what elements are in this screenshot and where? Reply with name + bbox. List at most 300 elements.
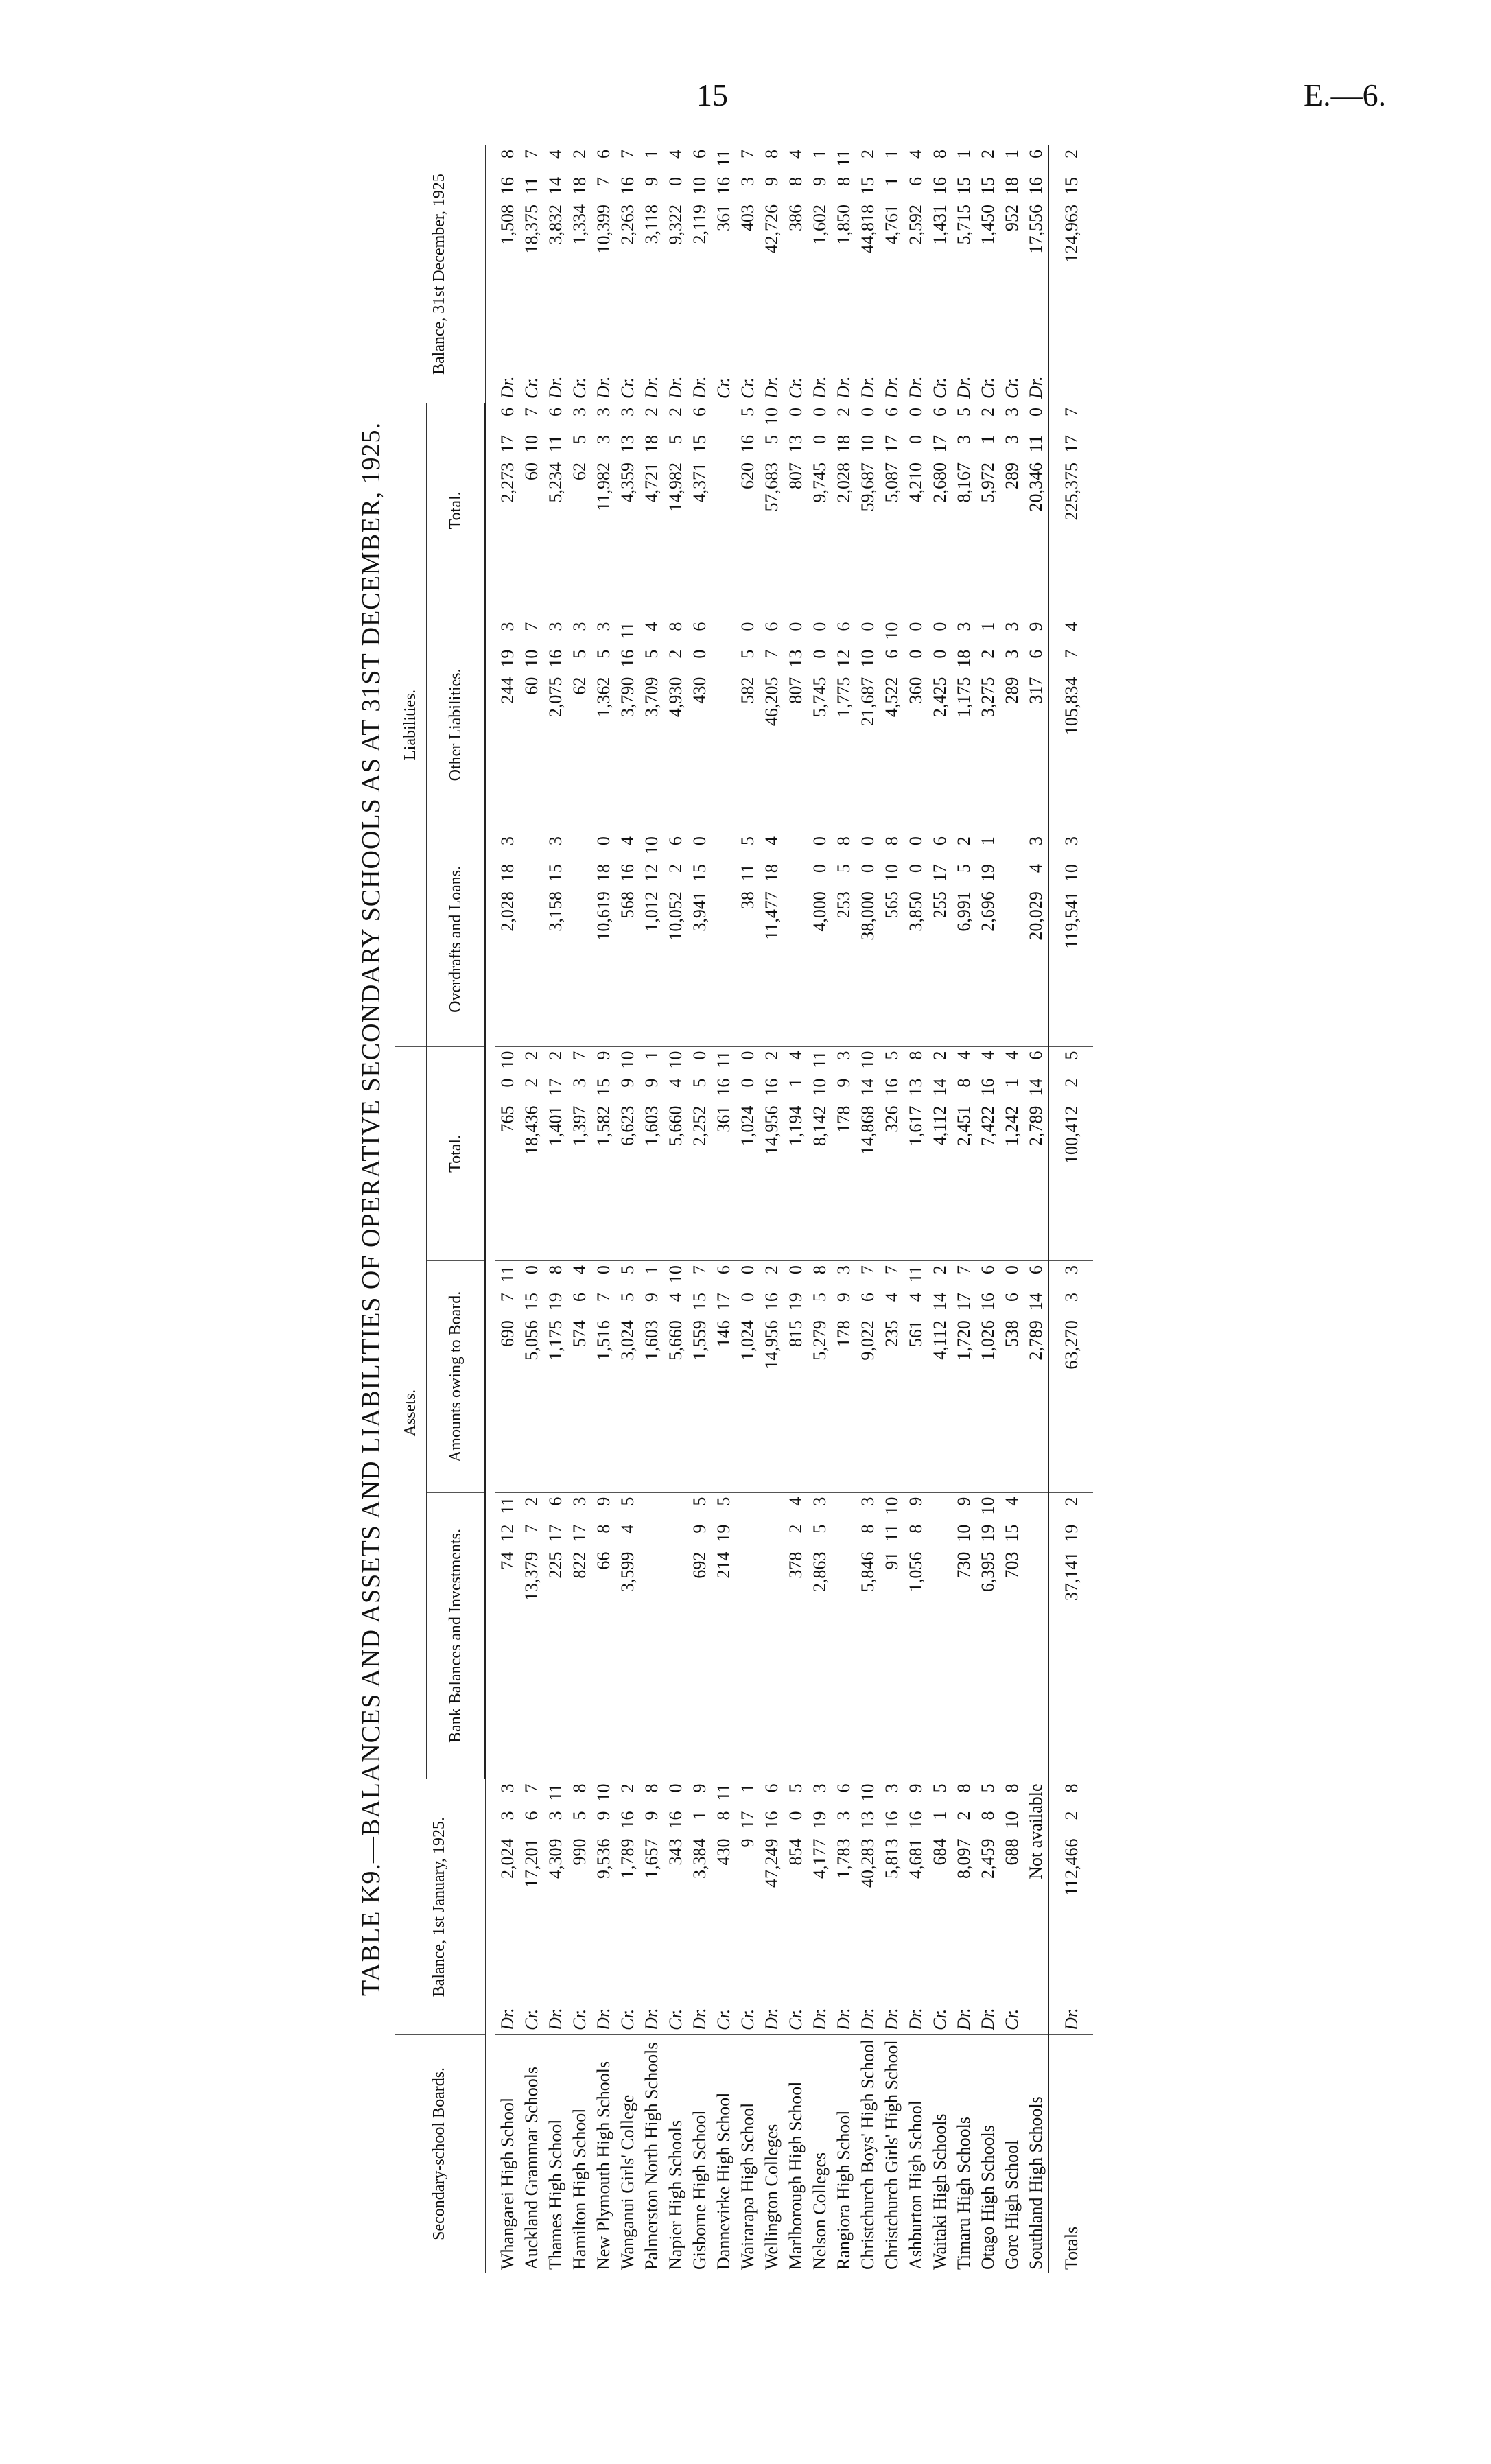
table-row <box>591 145 615 2273</box>
cell-b2c: Cr. <box>570 377 589 399</box>
cell-at: 18,43622 <box>519 1046 543 1261</box>
cell-od: 3,85000 <box>904 832 928 1047</box>
cell-b2: 3,832144 <box>545 150 565 245</box>
cell-lt: 5,97212 <box>976 403 1000 618</box>
cell-bank <box>832 1492 856 1779</box>
cell-b1: 99058 <box>567 1779 591 1993</box>
table-row <box>1024 145 1048 2273</box>
cell-b2c: Cr. <box>978 377 998 399</box>
cell-b1: 4,681169 <box>904 1779 928 1993</box>
cell-at: 2,45184 <box>952 1046 976 1261</box>
cell-b1c: Cr. <box>570 2008 589 2030</box>
cell-od: 2,696191 <box>976 832 1000 1047</box>
col-header-balance-jan: Balance, 1st January, 1925. <box>395 1779 485 2034</box>
cell-od: 255176 <box>928 832 952 1047</box>
cell-lt: 5,087176 <box>880 403 904 618</box>
cell-b1c: Dr. <box>594 2008 613 2030</box>
cell-b1: Not available <box>1024 1779 1048 1993</box>
cell-b1: 688108 <box>1000 1779 1024 1993</box>
cell-od: 10,619180 <box>591 832 615 1047</box>
cell-b2c: Dr. <box>690 376 709 399</box>
cell-owe: 4,112142 <box>928 1261 952 1492</box>
document-code: E.—6. <box>1304 78 1387 113</box>
cell-lt: 9,74500 <box>808 403 832 618</box>
cell-b1c: Cr. <box>521 2008 541 2030</box>
cell-b2: 4,76111 <box>882 150 902 245</box>
cell-ol: 2,42500 <box>928 618 952 832</box>
table-row <box>519 145 543 2273</box>
cell-owe: 815190 <box>784 1261 808 1492</box>
cell-ol: 4,93028 <box>664 618 688 832</box>
cell-ol: 58250 <box>736 618 760 832</box>
cell-od: 4,00000 <box>808 832 832 1047</box>
cell-at: 5,660410 <box>664 1046 688 1261</box>
cell-b1c: Dr. <box>642 2008 661 2030</box>
table-row <box>712 145 736 2273</box>
cell-od: 38115 <box>736 832 760 1047</box>
cell-b1: 1,789162 <box>615 1779 639 1993</box>
cell-at: 14,8681410 <box>856 1046 880 1261</box>
cell-at: 1,401172 <box>543 1046 567 1261</box>
table-row <box>639 145 664 2273</box>
cell-ol: 46,20576 <box>760 618 784 832</box>
cell-owe: 1,175198 <box>543 1261 567 1492</box>
table-row <box>856 145 880 2273</box>
cell-ol: 1,175183 <box>952 618 976 832</box>
board-name: Christchurch Girls' High School <box>880 2034 904 2273</box>
cell-owe: 1,02400 <box>736 1261 760 1492</box>
cell-b2c: Dr. <box>497 376 517 399</box>
cell-bank: 2,86353 <box>808 1492 832 1779</box>
cell-lt: 4,21000 <box>904 403 928 618</box>
board-name: Gore High School <box>1000 2034 1024 2273</box>
cell-b2c: Dr. <box>666 376 685 399</box>
cell-b2: 17,556166 <box>1026 150 1046 254</box>
cell-od: 2,028183 <box>495 832 519 1047</box>
cell-b1: 68415 <box>928 1779 952 1993</box>
table-row <box>543 145 567 2273</box>
cell-b1c: Dr. <box>978 2008 998 2030</box>
cell-b1: 2,02433 <box>495 1779 519 1993</box>
cell-bank: 214195 <box>712 1492 736 1779</box>
cell-b1c: Cr. <box>618 2008 637 2030</box>
cell-ol: 6253 <box>567 618 591 832</box>
cell-owe: 1,559157 <box>688 1261 712 1492</box>
cell-bank: 5,84683 <box>856 1492 880 1779</box>
cell-bank <box>639 1492 664 1779</box>
cell-b2c <box>1048 362 1093 403</box>
cell-lt: 4,721182 <box>639 403 664 618</box>
rotated-table-sheet <box>347 145 1081 2273</box>
cell-owe: 146176 <box>712 1261 736 1492</box>
balances-table <box>395 145 1093 2273</box>
cell-owe: 63,27033 <box>1048 1261 1093 1492</box>
cell-at: 6,623910 <box>615 1046 639 1261</box>
cell-b1: 40,2831310 <box>856 1779 880 1993</box>
cell-owe: 1,60391 <box>639 1261 664 1492</box>
cell-bank <box>760 1492 784 1779</box>
board-name: Dannevirke High School <box>712 2034 736 2273</box>
cell-b1: 430811 <box>712 1779 736 1993</box>
table-row <box>495 145 519 2273</box>
cell-lt: 6253 <box>567 403 591 618</box>
cell-at: 3611611 <box>712 1046 736 1261</box>
col-header-board: Secondary-school Boards. <box>395 2034 485 2273</box>
table-row <box>904 145 928 2273</box>
cell-bank: 69295 <box>688 1492 712 1779</box>
cell-b2c: Dr. <box>762 376 782 399</box>
col-header-balance-dec: Balance, 31st December, 1925 <box>395 145 485 403</box>
cell-b2: 1,850811 <box>834 150 854 245</box>
cell-bank: 225176 <box>543 1492 567 1779</box>
cell-lt: 2,680176 <box>928 403 952 618</box>
board-name: Timaru High Schools <box>952 2034 976 2273</box>
cell-at: 7,422164 <box>976 1046 1000 1261</box>
table-row <box>615 145 639 2273</box>
cell-owe: 23547 <box>880 1261 904 1492</box>
cell-ol: 1,775126 <box>832 618 856 832</box>
cell-b2: 1,431168 <box>930 150 950 245</box>
cell-owe: 561411 <box>904 1261 928 1492</box>
cell-ol: 2,075163 <box>543 618 567 832</box>
cell-ol: 807130 <box>784 618 808 832</box>
cell-lt: 225,375177 <box>1048 403 1093 618</box>
cell-ol: 31769 <box>1024 618 1048 832</box>
cell-od: 119,541103 <box>1048 832 1093 1047</box>
cell-b2: 1,60291 <box>810 150 830 245</box>
cell-od <box>567 832 591 1047</box>
cell-lt: 28933 <box>1000 403 1024 618</box>
cell-owe: 5,056150 <box>519 1261 543 1492</box>
cell-ol: 5,74500 <box>808 618 832 832</box>
cell-at: 1,582159 <box>591 1046 615 1261</box>
table-row <box>664 145 688 2273</box>
board-name: Otago High Schools <box>976 2034 1000 2273</box>
cell-b1c: Cr. <box>786 2008 806 2030</box>
cell-bank: 741211 <box>495 1492 519 1779</box>
cell-ol: 3,70954 <box>639 618 664 832</box>
board-name: New Plymouth High Schools <box>591 2034 615 2273</box>
board-name: Wairarapa High School <box>736 2034 760 2273</box>
cell-lt: 2,028182 <box>832 403 856 618</box>
cell-b2: 44,818152 <box>858 150 878 254</box>
board-name: Whangarei High School <box>495 2034 519 2273</box>
cell-b2: 18,375117 <box>521 150 541 254</box>
cell-b1: 2,45985 <box>976 1779 1000 1993</box>
cell-b1: 4,177193 <box>808 1779 832 1993</box>
cell-lt: 57,683510 <box>760 403 784 618</box>
cell-at: 1,19414 <box>784 1046 808 1261</box>
board-name: Christchurch Boys' High School <box>856 2034 880 2273</box>
cell-od: 10,05226 <box>664 832 688 1047</box>
cell-b2c: Cr. <box>738 377 758 399</box>
cell-bank: 911110 <box>880 1492 904 1779</box>
cell-owe: 53860 <box>1000 1261 1024 1492</box>
cell-b2: 124,963152 <box>1048 145 1093 362</box>
cell-b2c: Cr. <box>521 377 541 399</box>
page-number: 15 <box>696 78 728 113</box>
table-row <box>1000 145 1024 2273</box>
cell-b1c: Cr. <box>930 2008 950 2030</box>
cell-owe: 1,026166 <box>976 1261 1000 1492</box>
cell-b1: 5,813163 <box>880 1779 904 1993</box>
board-name: Wellington Colleges <box>760 2034 784 2273</box>
cell-at: 765010 <box>495 1046 519 1261</box>
cell-b1: 85405 <box>784 1779 808 1993</box>
cell-ol: 105,83474 <box>1048 618 1093 832</box>
cell-owe: 5,660410 <box>664 1261 688 1492</box>
col-header-overdrafts: Overdrafts and Loans. <box>427 832 486 1047</box>
cell-od <box>1000 832 1024 1047</box>
cell-b1c: Cr. <box>666 2008 685 2030</box>
cell-b2c: Dr. <box>954 376 974 399</box>
cell-lt: 5,234116 <box>543 403 567 618</box>
cell-od: 3,158153 <box>543 832 567 1047</box>
cell-b1c: Dr. <box>906 2008 926 2030</box>
board-name: Waitaki High Schools <box>928 2034 952 2273</box>
cell-b1c: Dr. <box>810 2008 830 2030</box>
col-header-owing: Amounts owing to Board. <box>427 1261 486 1492</box>
cell-bank: 37824 <box>784 1492 808 1779</box>
cell-b2c: Dr. <box>545 376 565 399</box>
cell-lt: 8,16735 <box>952 403 976 618</box>
table-row <box>688 145 712 2273</box>
spacer-row <box>485 145 495 2273</box>
cell-od <box>519 832 543 1047</box>
board-name: Nelson Colleges <box>808 2034 832 2273</box>
col-header-other: Other Liabilities. <box>427 618 486 832</box>
cell-at: 8,1421011 <box>808 1046 832 1261</box>
cell-b2: 2,59264 <box>906 150 926 245</box>
cell-b1c: Dr. <box>1048 1993 1093 2035</box>
cell-b1: 1,65798 <box>639 1779 664 1993</box>
cell-bank: 703154 <box>1000 1492 1024 1779</box>
cell-owe: 2,789146 <box>1024 1261 1048 1492</box>
cell-b2: 2,119106 <box>690 150 709 244</box>
cell-b1: 1,78336 <box>832 1779 856 1993</box>
cell-b1c: Dr. <box>858 2008 878 2030</box>
cell-bank: 822173 <box>567 1492 591 1779</box>
cell-b2c: Cr. <box>786 377 806 399</box>
cell-b2: 1,450152 <box>978 150 998 245</box>
cell-owe: 9,02267 <box>856 1261 880 1492</box>
cell-lt: 11,98233 <box>591 403 615 618</box>
table-row <box>832 145 856 2273</box>
cell-ol: 4,522610 <box>880 618 904 832</box>
cell-b2c: Cr. <box>618 377 637 399</box>
cell-b2: 10,39976 <box>594 150 613 254</box>
table-row <box>760 145 784 2273</box>
cell-b2c: Dr. <box>858 376 878 399</box>
cell-lt: 4,359133 <box>615 403 639 618</box>
group-header-assets: Assets. <box>395 1046 427 1779</box>
cell-at: 2,789146 <box>1024 1046 1048 1261</box>
cell-bank: 6689 <box>591 1492 615 1779</box>
cell-lt <box>712 403 736 618</box>
cell-b1: 8,09728 <box>952 1779 976 1993</box>
cell-at: 14,956162 <box>760 1046 784 1261</box>
cell-owe: 14,956162 <box>760 1261 784 1492</box>
cell-owe: 57464 <box>567 1261 591 1492</box>
cell-b1c: Dr. <box>545 2008 565 2030</box>
cell-b1: 9,536910 <box>591 1779 615 1993</box>
cell-owe: 17893 <box>832 1261 856 1492</box>
table-row <box>976 145 1000 2273</box>
cell-b1: 47,249166 <box>760 1779 784 1993</box>
cell-b2c: Dr. <box>642 376 661 399</box>
board-name: Gisborne High School <box>688 2034 712 2273</box>
cell-b1: 3,38419 <box>688 1779 712 1993</box>
cell-at: 2,25250 <box>688 1046 712 1261</box>
cell-b2: 38684 <box>786 150 806 231</box>
cell-b2: 9,32204 <box>666 150 685 245</box>
table-row <box>784 145 808 2273</box>
cell-b2c: Cr. <box>930 377 950 399</box>
cell-ol: 43006 <box>688 618 712 832</box>
cell-lt: 20,346110 <box>1024 403 1048 618</box>
cell-ol <box>712 618 736 832</box>
cell-b1c <box>1024 1993 1048 2035</box>
cell-bank: 37,141192 <box>1048 1492 1093 1779</box>
cell-b2c: Dr. <box>1026 376 1046 399</box>
cell-b1c: Dr. <box>497 2008 517 2030</box>
table-title: TABLE K9.—BALANCES AND ASSETS AND LIABILITIES OF OPERATIVE SECONDARY SCHOOLS AS AT 31ST DECEMBER, 1925. <box>357 422 386 1996</box>
cell-b2: 3,11891 <box>642 150 661 244</box>
cell-od: 568164 <box>615 832 639 1047</box>
cell-bank <box>1024 1492 1048 1779</box>
board-name: Auckland Grammar Schools <box>519 2034 543 2273</box>
cell-b2: 1,508168 <box>497 150 517 245</box>
cell-owe: 1,51670 <box>591 1261 615 1492</box>
cell-b2: 42,72698 <box>762 150 782 254</box>
cell-b1c: Dr. <box>690 2008 709 2030</box>
cell-bank <box>664 1492 688 1779</box>
cell-b1c: Dr. <box>762 2008 782 2030</box>
table-row <box>736 145 760 2273</box>
cell-b2: 5,715151 <box>954 150 974 245</box>
cell-at: 1,617138 <box>904 1046 928 1261</box>
cell-b2c: Dr. <box>906 376 926 399</box>
cell-b2c: Dr. <box>810 376 830 399</box>
cell-owe: 1,720177 <box>952 1261 976 1492</box>
cell-b1c: Dr. <box>954 2008 974 2030</box>
cell-bank: 730109 <box>952 1492 976 1779</box>
cell-od: 11,477184 <box>760 832 784 1047</box>
board-name: Rangiora High School <box>832 2034 856 2273</box>
cell-ol: 60107 <box>519 618 543 832</box>
cell-b1: 112,46628 <box>1048 1779 1093 1993</box>
cell-b1c: Cr. <box>1002 2008 1022 2030</box>
cell-at: 17893 <box>832 1046 856 1261</box>
board-name: Thames High School <box>543 2034 567 2273</box>
table-row <box>880 145 904 2273</box>
board-name: Southland High Schools <box>1024 2034 1048 2273</box>
cell-ol: 244193 <box>495 618 519 832</box>
cell-b1: 343160 <box>664 1779 688 1993</box>
board-name: Hamilton High School <box>567 2034 591 2273</box>
cell-lt: 14,98252 <box>664 403 688 618</box>
cell-b1c: Dr. <box>882 2008 902 2030</box>
cell-od: 3,941150 <box>688 832 712 1047</box>
cell-bank <box>928 1492 952 1779</box>
cell-b2c: Dr. <box>882 376 902 399</box>
totals-row <box>1048 145 1093 2273</box>
table-row <box>808 145 832 2273</box>
cell-ol: 36000 <box>904 618 928 832</box>
cell-ol: 1,36253 <box>591 618 615 832</box>
cell-lt: 807130 <box>784 403 808 618</box>
cell-lt: 59,687100 <box>856 403 880 618</box>
cell-od: 565108 <box>880 832 904 1047</box>
board-name: Wanganui Girls' College <box>615 2034 639 2273</box>
cell-b2: 40337 <box>738 150 758 231</box>
cell-od: 38,00000 <box>856 832 880 1047</box>
cell-at: 326165 <box>880 1046 904 1261</box>
col-header-assets-total: Total. <box>427 1046 486 1261</box>
cell-b1: 4,309311 <box>543 1779 567 1993</box>
cell-bank: 6,3951910 <box>976 1492 1000 1779</box>
table-row <box>952 145 976 2273</box>
board-name: Palmerston North High Schools <box>639 2034 664 2273</box>
cell-owe: 3,02455 <box>615 1261 639 1492</box>
table-row <box>567 145 591 2273</box>
cell-b1: 17,20167 <box>519 1779 543 1993</box>
col-header-liab-total: Total. <box>427 403 486 618</box>
cell-b2: 3611611 <box>714 150 733 231</box>
cell-lt: 60107 <box>519 403 543 618</box>
cell-b2c: Dr. <box>594 376 613 399</box>
cell-b2c: Dr. <box>834 376 854 399</box>
cell-at: 1,02400 <box>736 1046 760 1261</box>
cell-b2c: Cr. <box>1002 377 1022 399</box>
cell-lt: 4,371156 <box>688 403 712 618</box>
cell-ol: 28933 <box>1000 618 1024 832</box>
table-row <box>928 145 952 2273</box>
cell-od: 25358 <box>832 832 856 1047</box>
cell-bank: 1,05689 <box>904 1492 928 1779</box>
group-header-liabilities: Liabilities. <box>395 403 427 1047</box>
cell-b2: 2,263167 <box>618 150 637 245</box>
cell-bank: 13,37972 <box>519 1492 543 1779</box>
cell-at: 100,41225 <box>1048 1046 1093 1261</box>
cell-od: 6,99152 <box>952 832 976 1047</box>
cell-ol: 3,27521 <box>976 618 1000 832</box>
cell-lt: 620165 <box>736 403 760 618</box>
cell-b1c: Cr. <box>714 2008 733 2030</box>
cell-at: 1,24214 <box>1000 1046 1024 1261</box>
cell-ol: 21,687100 <box>856 618 880 832</box>
cell-od: 20,02943 <box>1024 832 1048 1047</box>
cell-owe: 5,27958 <box>808 1261 832 1492</box>
cell-b2: 1,334182 <box>570 150 589 245</box>
cell-b1: 9171 <box>736 1779 760 1993</box>
cell-bank <box>736 1492 760 1779</box>
board-name: Ashburton High School <box>904 2034 928 2273</box>
cell-at: 4,112142 <box>928 1046 952 1261</box>
cell-od: 1,0121210 <box>639 832 664 1047</box>
col-header-bank: Bank Balances and Investments. <box>427 1492 486 1779</box>
board-name: Napier High Schools <box>664 2034 688 2273</box>
cell-ol: 3,7901611 <box>615 618 639 832</box>
cell-od <box>712 832 736 1047</box>
cell-b1c: Cr. <box>738 2008 758 2030</box>
cell-at: 1,60391 <box>639 1046 664 1261</box>
cell-bank: 3,59945 <box>615 1492 639 1779</box>
cell-b2: 952181 <box>1002 150 1022 231</box>
board-name: Marlborough High School <box>784 2034 808 2273</box>
cell-at: 1,39737 <box>567 1046 591 1261</box>
cell-lt: 2,273176 <box>495 403 519 618</box>
